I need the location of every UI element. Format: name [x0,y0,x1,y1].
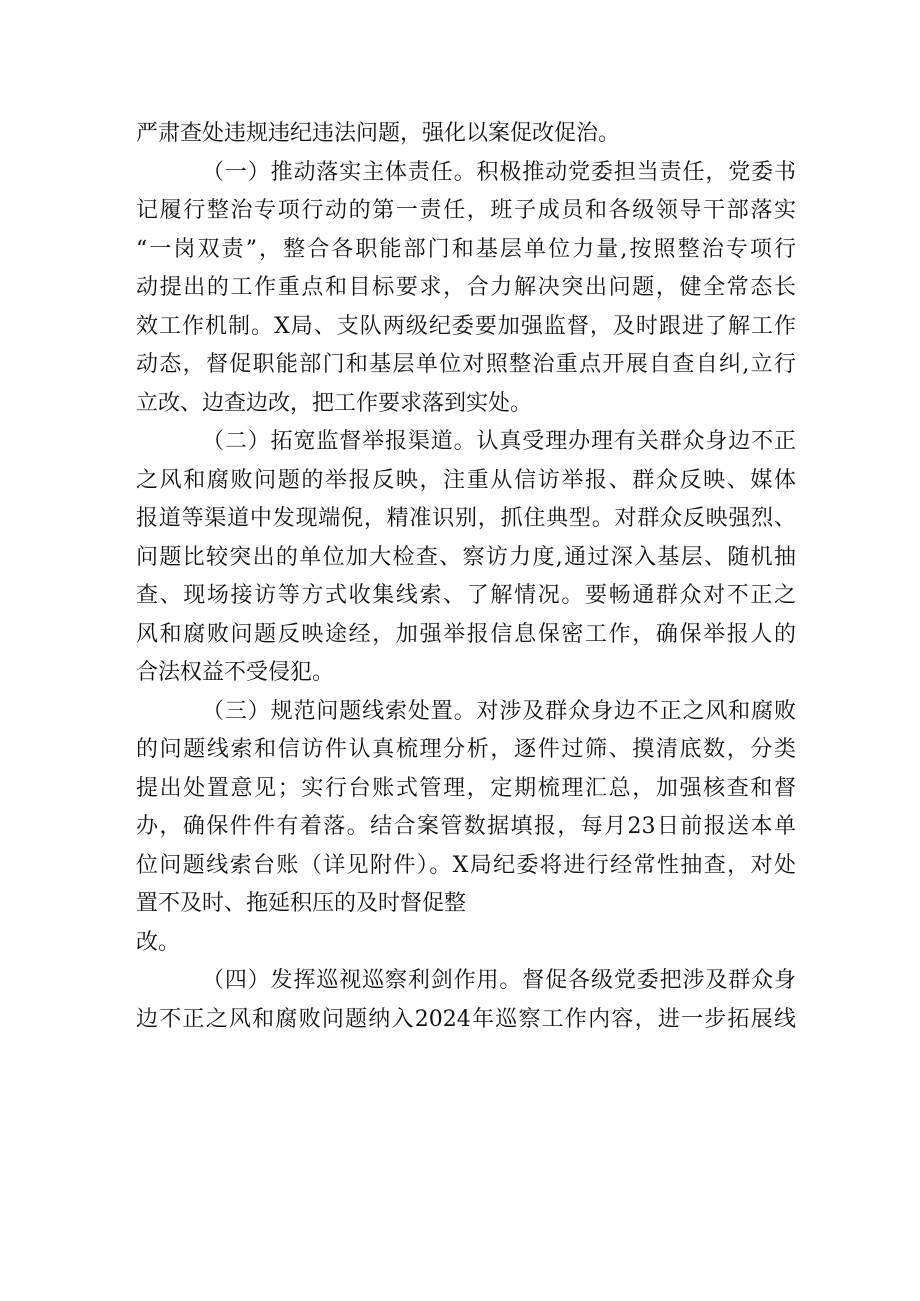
text-line: 置不及时、拖延积压的及时督促整 [136,891,467,916]
text-line: 严肃查处违规违纪违法问题，强化以案促改促治。 [136,121,621,146]
text-line: 办，确保件件有着落。结合案管数据填报，每月23日前报送本单 [136,814,796,839]
text-line: 风和腐败问题反映途经，加强举报信息保密工作，确保举报人的 [136,621,796,647]
section-heading-line: （二）拓宽监督举报渠道。认真受理办理有关群众身边不正 [202,429,796,454]
section-heading-line: （四）发挥巡视巡察利剑作用。督促各级党委把涉及群众身 [202,968,796,993]
paragraph-section-2 [136,423,796,693]
paragraph-section-3 [136,693,796,963]
paragraph-section-1 [136,154,796,424]
paragraph-intro [136,115,796,154]
text-line: 合法权益不受侵犯。 [136,660,335,685]
text-line: “一岗双责”，整合各职能部门和基层单位力量,按照整治专项行 [136,236,796,262]
text-line: 位问题线索台账（详见附件）。X局纪委将进行经常性抽查，对处 [136,852,796,878]
section-heading-line: （一）推动落实主体责任。积极推动党委担当责任，党委书 [202,159,796,185]
text-line: 提出处置意见；实行台账式管理，定期梳理汇总，加强核查和督 [136,775,796,801]
text-line: 问题比较突出的单位加大检查、察访力度,通过深入基层、随机抽 [136,544,796,570]
text-line: 边不正之风和腐败问题纳入2024年巡察工作内容，进一步拓展线 [136,1006,796,1032]
text-line: 查、现场接访等方式收集线索、了解情况。要畅通群众对不正之 [136,583,796,608]
text-line: 记履行整治专项行动的第一责任，班子成员和各级领导干部落实 [136,198,796,223]
text-line: 之风和腐败问题的举报反映，注重从信访举报、群众反映、媒体 [136,467,796,493]
text-line: 报道等渠道中发现端倪，精准识别，抓住典型。对群众反映强烈、 [136,506,796,531]
text-line: 立改、边查边改，把工作要求落到实处。 [136,390,533,416]
section-heading-line: （三）规范问题线索处置。对涉及群众身边不正之风和腐败 [202,698,796,724]
text-line: 动态，督促职能部门和基层单位对照整治重点开展自查自纠,立行 [136,352,796,377]
text-line: 改。 [136,929,181,955]
document-body [136,115,796,1039]
text-line: 效工作机制。X局、支队两级纪委要加强监督，及时跟进了解工作 [136,313,796,339]
paragraph-section-4 [136,962,796,1039]
text-line: 的问题线索和信访件认真梳理分析，逐件过筛、摸清底数，分类 [136,737,796,762]
text-line: 动提出的工作重点和目标要求，合力解决突出问题，健全常态长 [136,275,796,300]
